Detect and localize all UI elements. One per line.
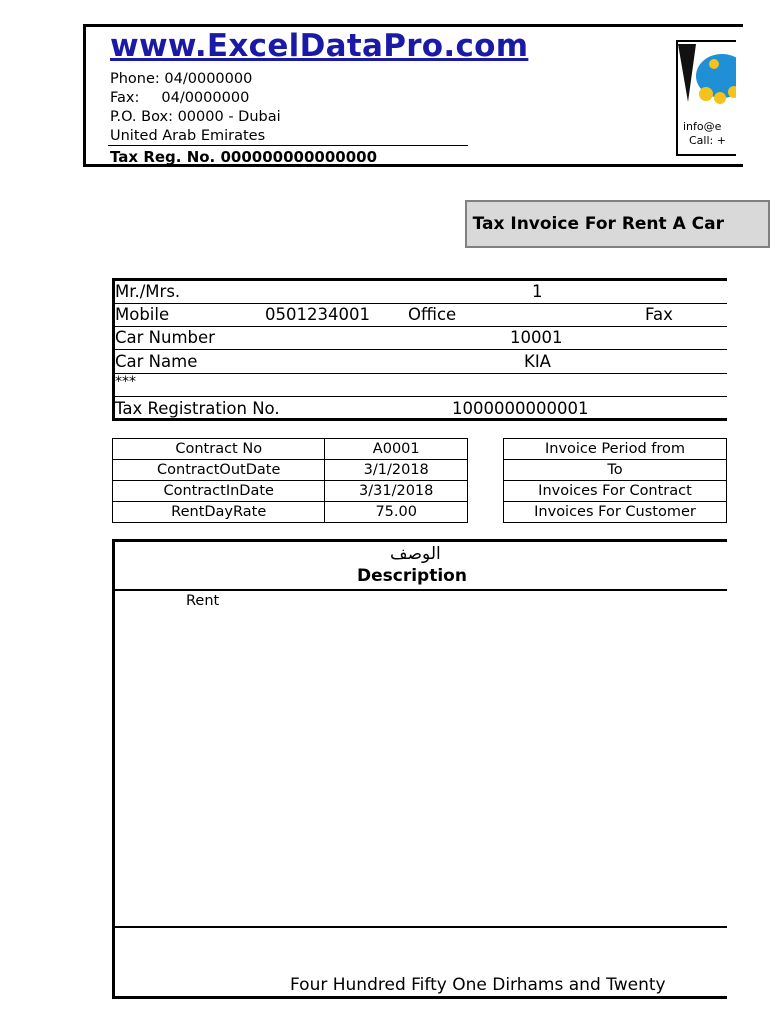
- table-row: [113, 460, 468, 481]
- table-row: [504, 439, 727, 460]
- description-header-arabic: الوصف: [390, 544, 441, 564]
- description-header-divider: [112, 589, 727, 591]
- website-link[interactable]: www.ExcelDataPro.com: [110, 28, 529, 64]
- company-tax-reg: Tax Reg. No. 000000000000000: [110, 148, 378, 166]
- logo-email: info@e: [683, 120, 722, 133]
- logo-call: Call: +: [689, 134, 726, 147]
- contract-in-date-value: 3/31/2018: [325, 481, 468, 502]
- line-item-description: Rent: [186, 593, 220, 609]
- table-row: [504, 460, 727, 481]
- table-row: [504, 502, 727, 523]
- invoice-title-box: [465, 200, 770, 248]
- trn-label: Tax Registration No.: [115, 399, 280, 418]
- name-label: Mr./Mrs.: [115, 282, 181, 301]
- car-name-label: Car Name: [115, 352, 198, 371]
- invoices-for-contract-label: Invoices For Contract: [504, 481, 727, 502]
- row-divider: [112, 373, 727, 374]
- car-name-value: KIA: [524, 352, 551, 371]
- car-number-label: Car Number: [115, 328, 215, 347]
- invoice-period-from-label: Invoice Period from: [504, 439, 727, 460]
- mobile-label: Mobile: [115, 305, 170, 324]
- invoices-for-customer-label: Invoices For Customer: [504, 502, 727, 523]
- company-fax-value: 04/0000000: [161, 90, 250, 106]
- car-number-value: 10001: [510, 328, 563, 347]
- company-phone: Phone: 04/0000000: [110, 71, 253, 87]
- contract-out-date-value: 3/1/2018: [325, 460, 468, 481]
- name-value: 1: [532, 282, 543, 301]
- company-fax-label: Fax:: [110, 90, 140, 106]
- row-divider: [112, 349, 727, 350]
- description-header: Description: [357, 566, 467, 586]
- table-row: [113, 481, 468, 502]
- tax-reg-divider: [108, 145, 468, 146]
- mobile-value: 0501234001: [265, 305, 370, 324]
- rent-day-rate-value: 75.00: [325, 502, 468, 523]
- office-label: Office: [408, 305, 457, 324]
- company-pobox: P.O. Box: 00000 - Dubai: [110, 109, 281, 125]
- row-divider: [112, 303, 727, 304]
- invoice-period-to-label: To: [504, 460, 727, 481]
- row-divider: [112, 326, 727, 327]
- fax-label: Fax: [645, 305, 673, 324]
- contract-in-date-label: ContractInDate: [113, 481, 325, 502]
- company-country: United Arab Emirates: [110, 128, 266, 144]
- contract-no-label: Contract No: [113, 439, 325, 460]
- stars-placeholder: ***: [115, 374, 136, 390]
- table-row: [113, 439, 468, 460]
- contract-no-value: A0001: [325, 439, 468, 460]
- invoice-period-table: [503, 438, 727, 523]
- company-fax: [110, 90, 249, 106]
- contract-table: [112, 438, 468, 523]
- amount-in-words: Four Hundred Fifty One Dirhams and Twenty: [290, 975, 666, 995]
- trn-value: 1000000000001: [452, 399, 589, 418]
- rent-day-rate-label: RentDayRate: [113, 502, 325, 523]
- table-row: [113, 502, 468, 523]
- table-row: [504, 481, 727, 502]
- contract-out-date-label: ContractOutDate: [113, 460, 325, 481]
- row-divider: [112, 396, 727, 397]
- description-footer-divider: [112, 926, 727, 928]
- invoice-title: Tax Invoice For Rent A Car: [472, 214, 724, 234]
